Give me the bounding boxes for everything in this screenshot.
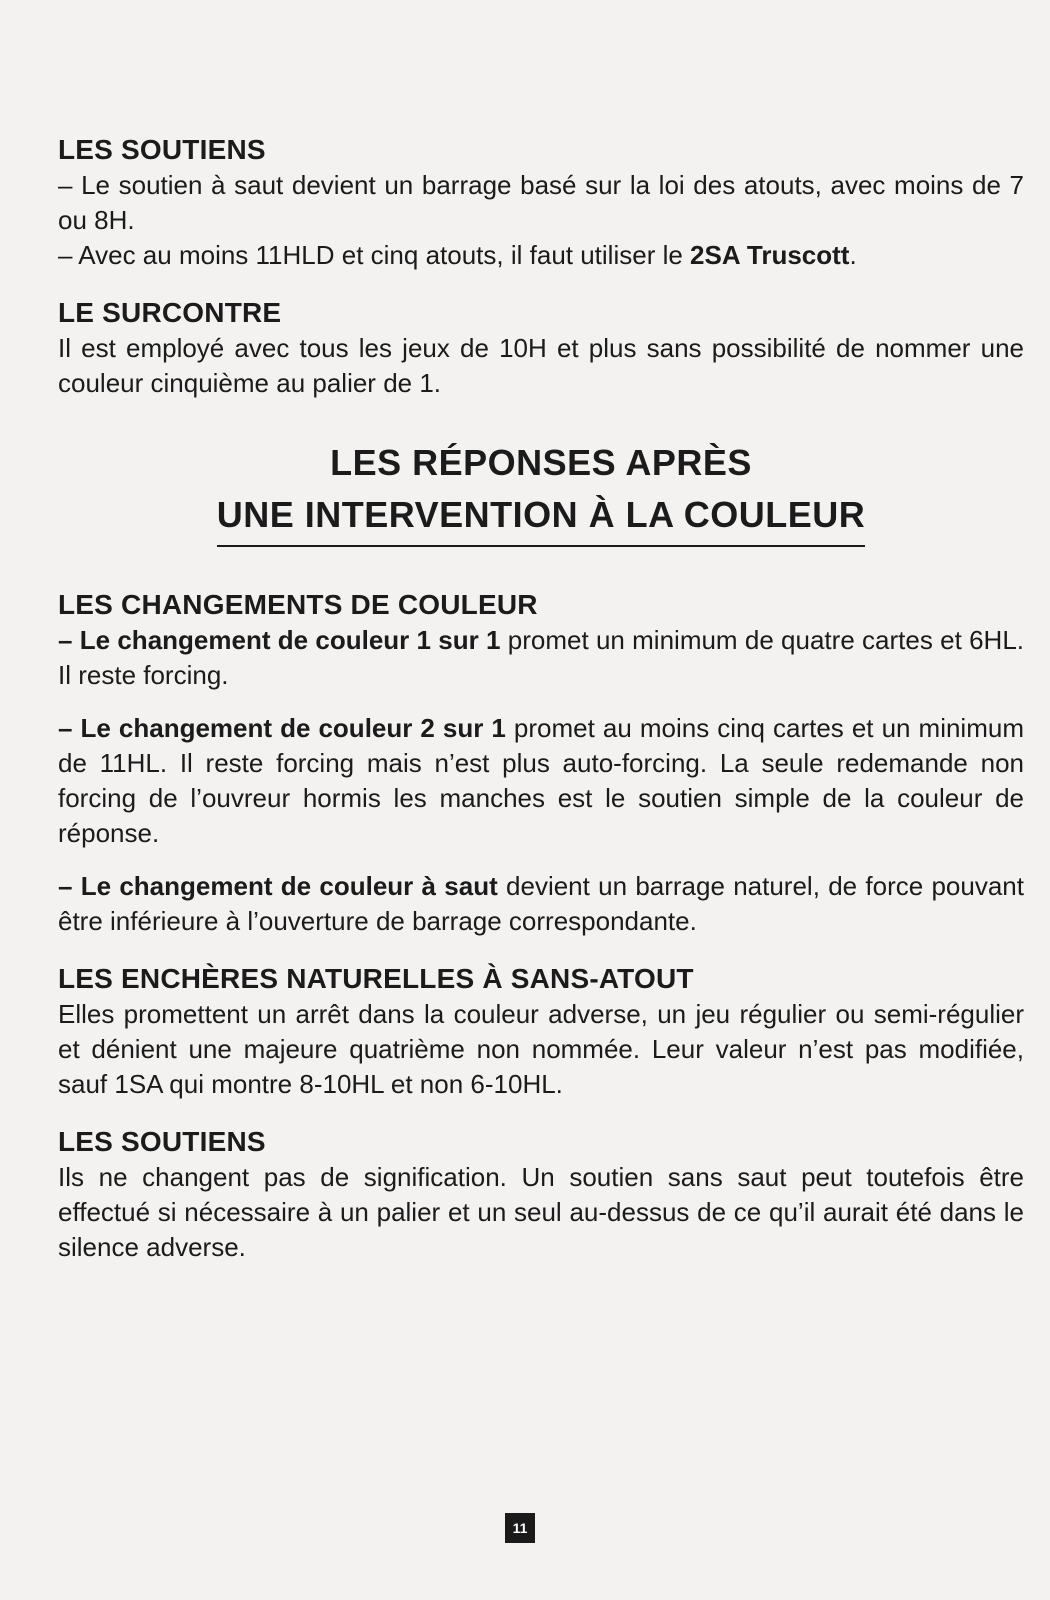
bold-term: – Le changement de couleur 1 sur 1: [58, 625, 501, 655]
bold-term: – Le changement de couleur à saut: [58, 871, 498, 901]
text-run: .: [849, 240, 857, 270]
main-title-line2: UNE INTERVENTION À LA COULEUR: [217, 489, 866, 547]
paragraph: [58, 869, 1024, 939]
paragraph: – Le soutien à saut devient un barrage basé sur la loi des atouts, avec moins de 7 ou 8H.: [58, 170, 1024, 235]
paragraph: [58, 238, 1024, 273]
page-content: [58, 132, 1024, 1287]
section-heading: LES SOUTIENS: [58, 134, 266, 165]
section-heading: LES CHANGEMENTS DE COULEUR: [58, 589, 538, 620]
bold-term: 2SA Truscott: [690, 240, 850, 270]
paragraph: Elles promettent un arrêt dans la couleur adverse, un jeu régulier ou semi-régulier et dénient une majeure quatrième non nommée. Leur valeur n’est pas modifiée, sauf 1SA qui montre 8-10HL et non 6-10HL.: [58, 999, 1024, 1099]
section-encheres-sans-atout: [58, 961, 1024, 1102]
text-run: promet un minimum de quatre cartes et 6HL. Il reste forcing.: [58, 625, 1024, 690]
text-run: – Avec au moins 11HLD et cinq atouts, il faut utiliser le: [58, 240, 691, 270]
section-heading: LE SURCONTRE: [58, 297, 282, 328]
section-changements-couleur: [58, 587, 1024, 939]
paragraph: [58, 623, 1024, 693]
main-title-line1: LES RÉPONSES APRÈS: [330, 442, 752, 483]
text-run: promet au moins cinq cartes et un minimum de 11HL. Il reste forcing mais n’est plus auto-forcing. La seule redemande non forcing de l’ouvreur hormis les manches est le soutien simple de la couleur de réponse.: [58, 713, 1024, 848]
section-soutiens-1: [58, 132, 1024, 273]
paragraph: Il est employé avec tous les jeux de 10H et plus sans possibilité de nommer une couleur cinquième au palier de 1.: [58, 333, 1024, 398]
text-run: devient un barrage naturel, de force pouvant être inférieure à l’ouverture de barrage correspondante.: [58, 871, 1024, 936]
paragraph: Ils ne changent pas de signification. Un soutien sans saut peut toutefois être effectué si nécessaire à un palier et un seul au-dessus de ce qu’il aurait été dans le silence adverse.: [58, 1162, 1024, 1262]
bold-term: – Le changement de couleur 2 sur 1: [58, 713, 506, 743]
section-heading: LES ENCHÈRES NATURELLES À SANS-ATOUT: [58, 963, 694, 994]
paragraph: [58, 711, 1024, 851]
section-heading: LES SOUTIENS: [58, 1126, 266, 1157]
section-surcontre: [58, 295, 1024, 401]
section-soutiens-2: [58, 1124, 1024, 1265]
page-number: 11: [505, 1513, 535, 1543]
main-title: [58, 437, 1024, 547]
